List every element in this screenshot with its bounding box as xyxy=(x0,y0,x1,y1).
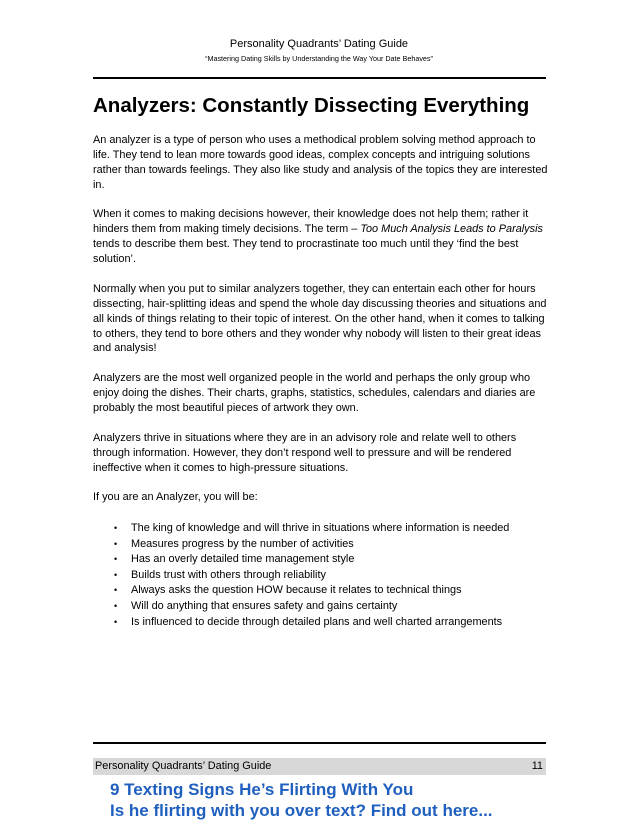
body-content xyxy=(93,133,549,630)
paragraph-1: An analyzer is a type of person who uses a methodical problem solving method approach to life. They tend to lean more towards good ideas, complex concepts and intriguing solutions rather than towards feelings. They also like study and analysis of the topics they are interested in. xyxy=(93,134,548,191)
bullet-icon: • xyxy=(114,538,118,549)
paragraph-2-italic-term: Too Much Analysis Leads to Paralysis xyxy=(360,223,543,236)
list-item-text: Is influenced to decide through detailed plans and well charted arrangements xyxy=(131,615,503,628)
bullet-icon: • xyxy=(114,585,118,596)
list-item-text: The king of knowledge and will thrive in situations where information is needed xyxy=(131,522,510,535)
list-item-text: Measures progress by the number of activities xyxy=(131,537,354,550)
list-item-text: Will do anything that ensures safety and gains certainty xyxy=(131,600,398,613)
list-item-text: Always asks the question HOW because it relates to technical things xyxy=(131,584,462,597)
ad-subline[interactable]: Is he flirting with you over text? Find out here... xyxy=(110,800,493,820)
list-item xyxy=(93,599,549,615)
bullet-icon: • xyxy=(114,523,118,534)
analyzer-traits-list xyxy=(93,521,549,630)
bullet-icon: • xyxy=(114,616,118,627)
list-item xyxy=(93,568,549,584)
ad-headline[interactable]: 9 Texting Signs He’s Flirting With You xyxy=(110,780,414,799)
list-item-text: Builds trust with others through reliability xyxy=(131,568,326,581)
header-title: Personality Quadrants’ Dating Guide xyxy=(229,38,409,50)
bullet-icon: • xyxy=(114,554,118,565)
paragraph-5: Analyzers thrive in situations where they are in an advisory role and relate well to others through information. However, they don’t respond well to pressure and will be rendered ineffective when it comes to high-pressure situations. xyxy=(93,431,517,474)
footer-divider xyxy=(93,742,546,744)
list-item xyxy=(93,552,549,568)
paragraph-2-text-a: When it comes to making decisions however, their knowledge does not help them; rather it hinders them from making timely decisions. The term – xyxy=(93,208,529,236)
ad-link[interactable] xyxy=(110,780,570,821)
paragraph-2 xyxy=(93,207,549,267)
paragraph-2-text-b: tends to describe them best. They tend to procrastinate too much until they ‘find the best solution’. xyxy=(93,238,519,266)
header-subtitle: “Mastering Dating Skills by Understanding the Way Your Date Behaves” xyxy=(205,54,433,63)
list-item xyxy=(93,537,549,553)
paragraph-3: Normally when you put to similar analyzers together, they can entertain each other for hours dissecting, hair-splitting ideas and spend the whole day discussing theories and situations and all kinds of things relating to their topic of interest. On the other hand, when it comes to talking to others, they tend to bore others and they wonder why nobody will listen to their great ideas and analysis! xyxy=(93,282,547,355)
page-heading: Analyzers: Constantly Dissecting Everything xyxy=(93,94,530,117)
page-number: 11 xyxy=(531,760,543,772)
header-divider xyxy=(93,77,546,79)
list-item-text: Has an overly detailed time management style xyxy=(131,553,355,566)
bullet-icon: • xyxy=(114,601,118,612)
list-item xyxy=(93,521,549,537)
list-item xyxy=(93,615,549,631)
list-item xyxy=(93,583,549,599)
footer-title: Personality Quadrants’ Dating Guide xyxy=(95,760,272,772)
page-footer xyxy=(93,758,546,775)
bullet-icon: • xyxy=(114,569,118,580)
paragraph-4: Analyzers are the most well organized people in the world and perhaps the only group who enjoy doing the dishes. Their charts, graphs, statistics, schedules, calendars and diaries are probably the most beautiful pieces of artwork they own. xyxy=(93,372,536,414)
paragraph-6: If you are an Analyzer, you will be: xyxy=(93,491,258,504)
